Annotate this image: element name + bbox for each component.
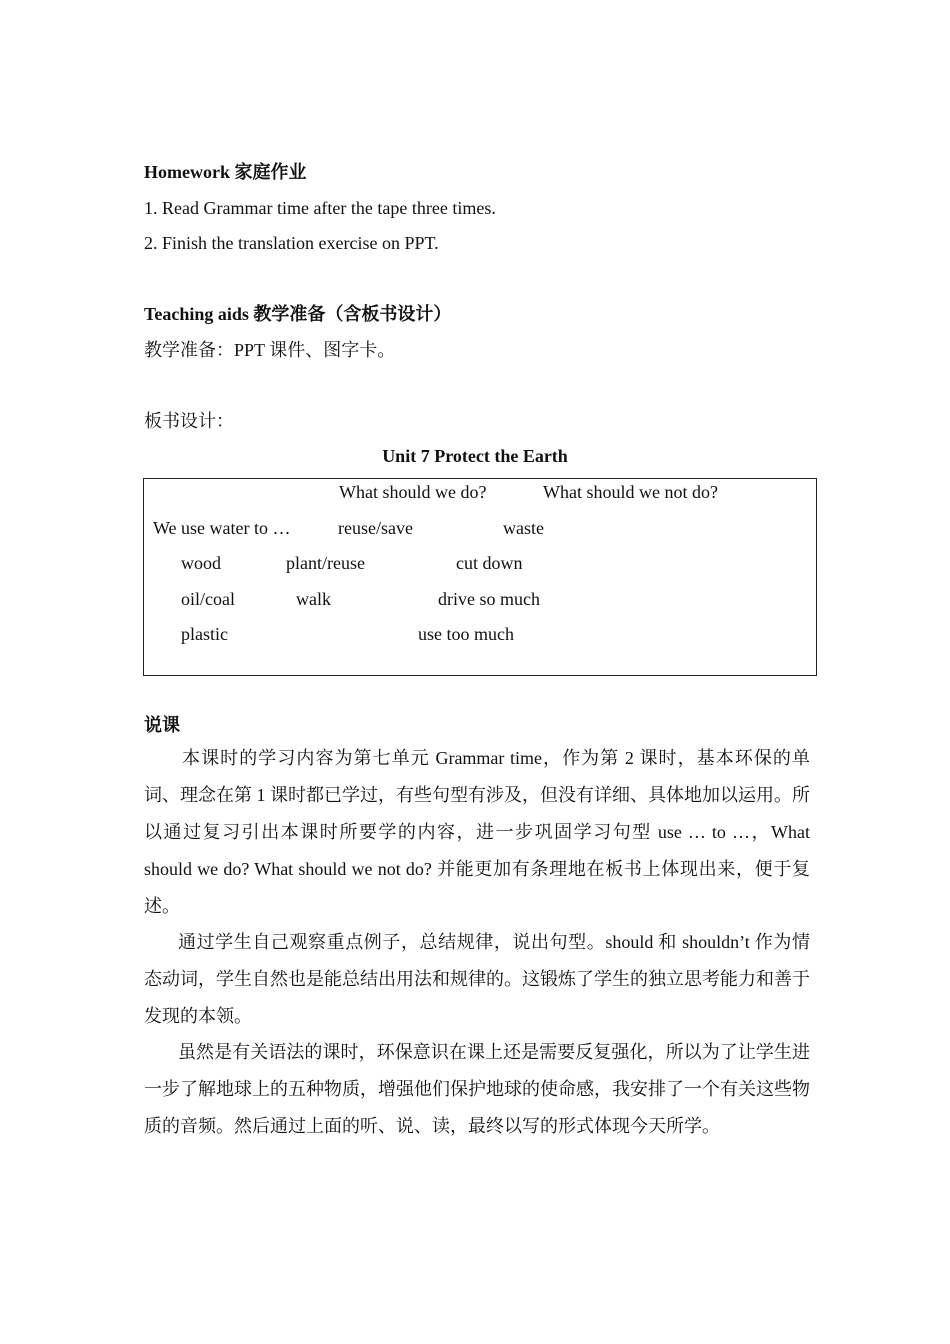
blackboard-design-box	[143, 478, 817, 676]
shuoke-heading: 说课	[144, 715, 180, 735]
row-not: use too much	[418, 624, 514, 644]
row-subject: We use water to …	[153, 518, 291, 538]
shuoke-paragraph-1: 本课时的学习内容为第七单元 Grammar time，作为第 2 课时，基本环保的单词、理念在第 1 课时都已学过，有些句型有涉及，但没有详细、具体地加以运用。所以通过复习引出本课时所要学的内容，进一步巩固学习句型 use … to …，What should we do? What should we not do? 并能更加有条理地在板书上体现出来，便于复述。	[144, 748, 810, 916]
homework-item-1: 1. Read Grammar time after the tape three times.	[144, 198, 496, 218]
homework-heading: Homework 家庭作业	[144, 162, 307, 182]
row-do: plant/reuse	[286, 553, 365, 573]
row-subject: wood	[181, 553, 221, 573]
row-subject: oil/coal	[181, 589, 235, 609]
row-not: drive so much	[438, 589, 540, 609]
header-should-not-do: What should we not do?	[543, 482, 718, 502]
row-subject: plastic	[181, 624, 228, 644]
board-design-label: 板书设计：	[144, 411, 234, 431]
shuoke-paragraph-3: 虽然是有关语法的课时，环保意识在课上还是需要反复强化，所以为了让学生进一步了解地球上的五种物质，增强他们保护地球的使命感，我安排了一个有关这些物质的音频。然后通过上面的听、说、读，最终以写的形式体现今天所学。	[144, 1042, 810, 1136]
board-title: Unit 7 Protect the Earth	[382, 446, 568, 466]
row-not: cut down	[456, 553, 523, 573]
shuoke-paragraph-2: 通过学生自己观察重点例子，总结规律，说出句型。should 和 shouldn’t 作为情态动词，学生自然也是能总结出用法和规律的。这锻炼了学生的独立思考能力和善于发现的本领。	[144, 932, 810, 1026]
header-should-do: What should we do?	[339, 482, 487, 502]
homework-item-2: 2. Finish the translation exercise on PPT.	[144, 233, 439, 253]
row-not: waste	[503, 518, 544, 538]
teaching-aids-heading: Teaching aids 教学准备（含板书设计）	[144, 304, 452, 324]
row-do: walk	[296, 589, 331, 609]
row-do: reuse/save	[338, 518, 413, 538]
teaching-prep: 教学准备：PPT 课件、图字卡。	[144, 340, 396, 360]
